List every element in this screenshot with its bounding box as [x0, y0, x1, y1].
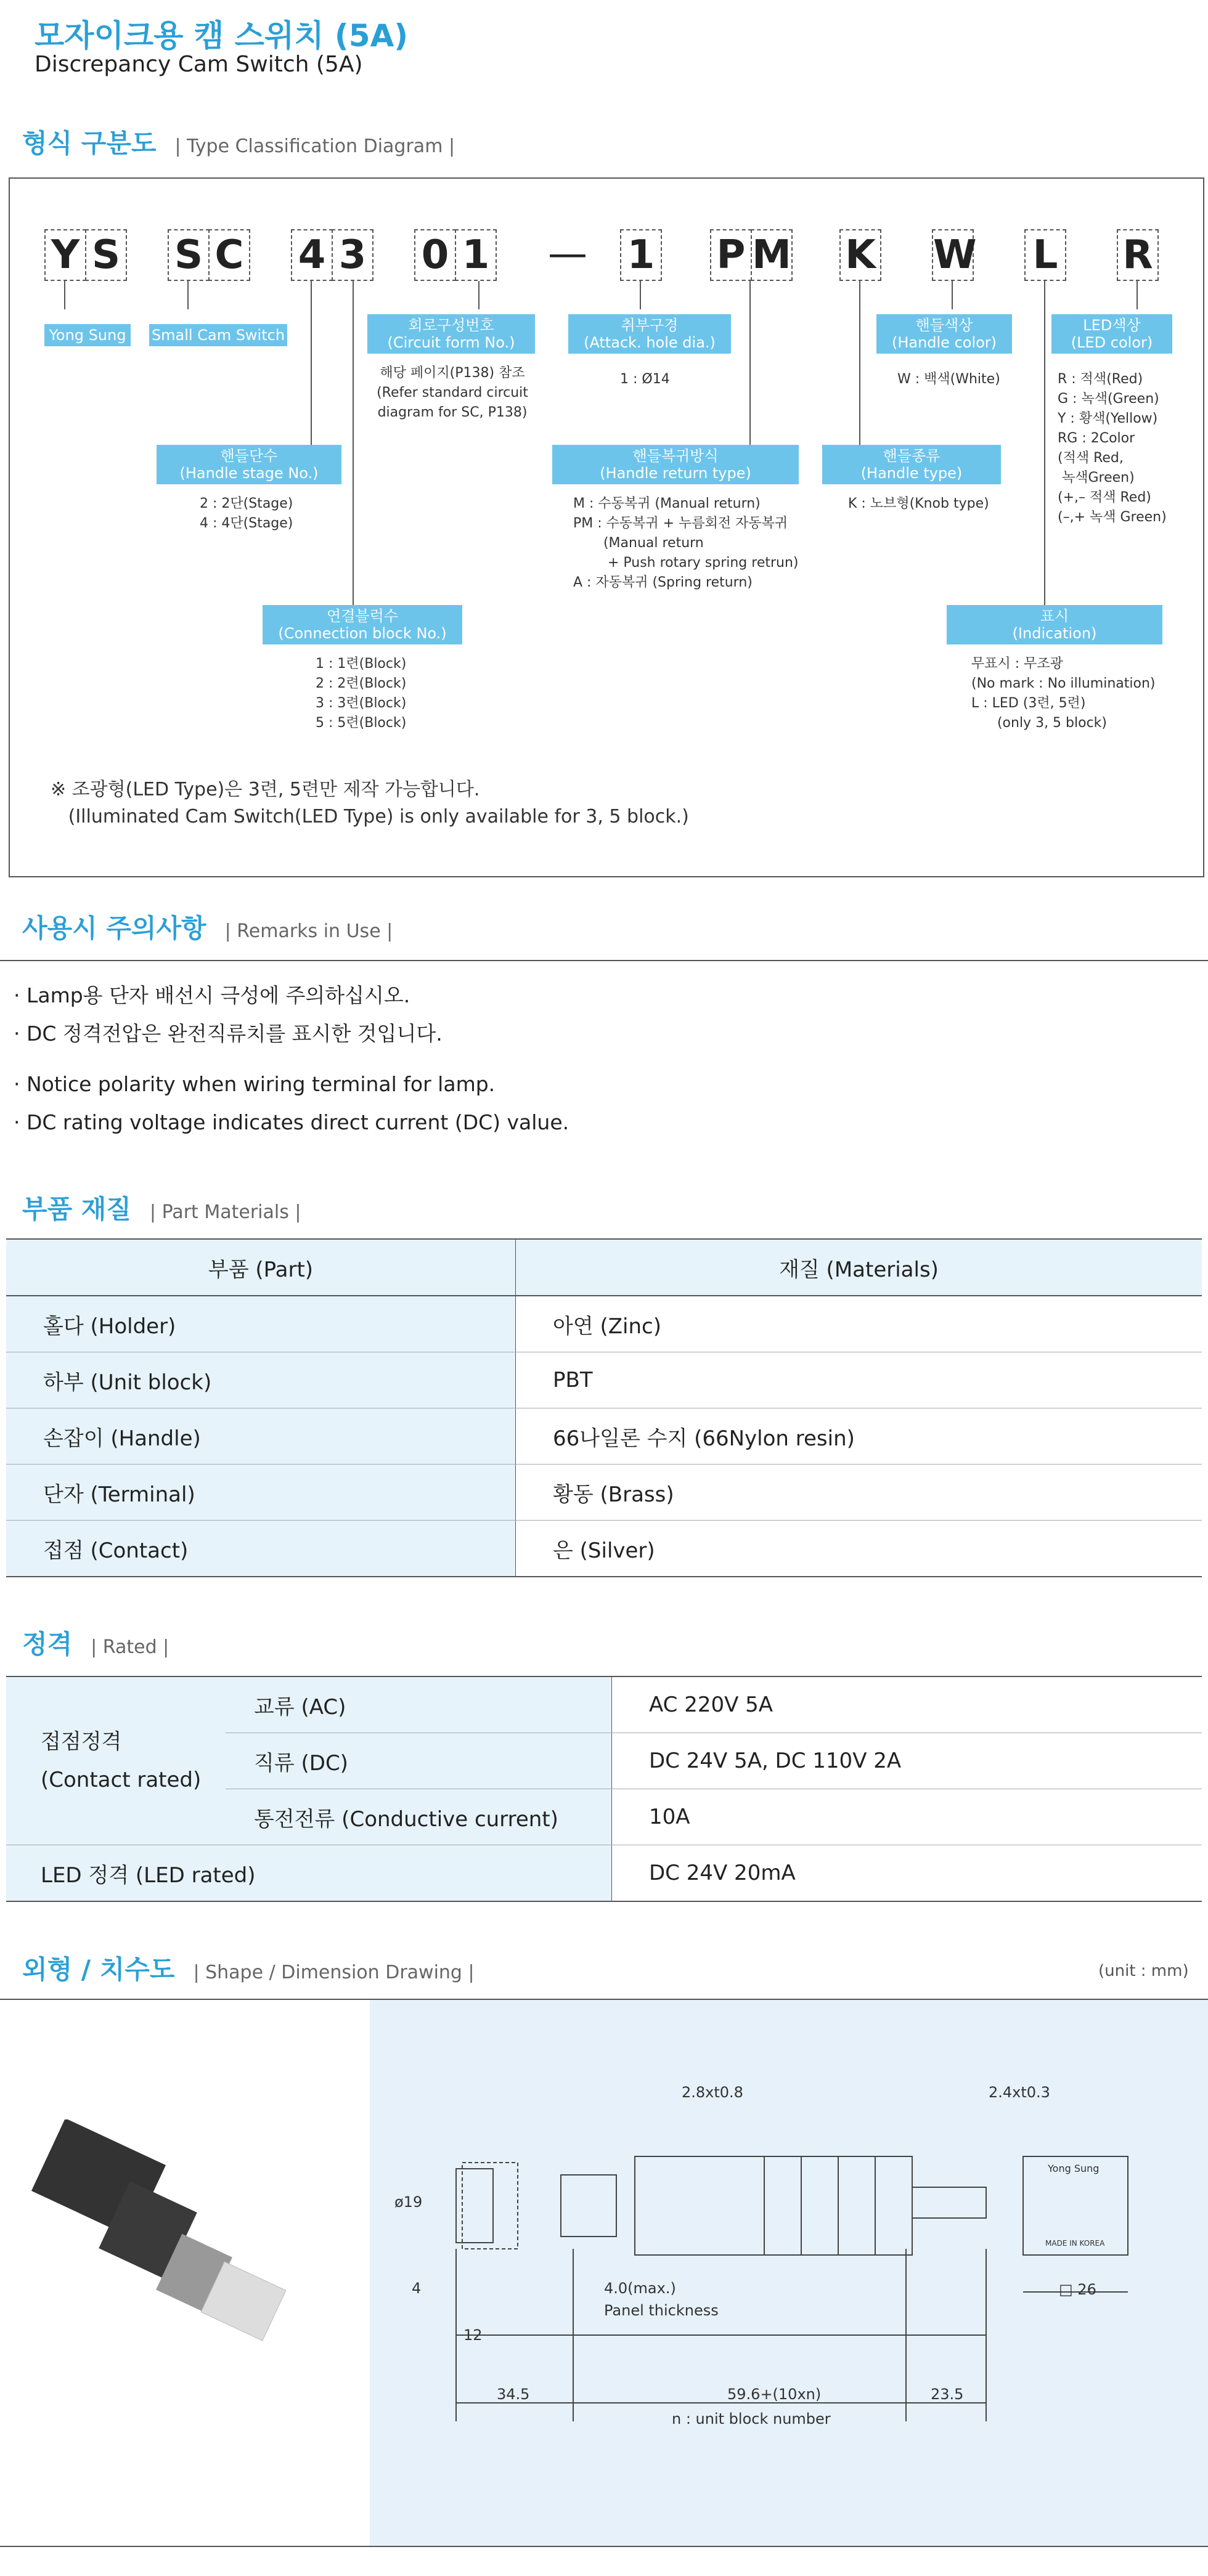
table-row: 접점 (Contact) 은 (Silver) — [6, 1521, 1202, 1577]
remark-item: · DC rating voltage indicates direct current (DC) value. — [14, 1110, 569, 1134]
dim-23-5: 23.5 — [931, 2386, 964, 2403]
page-title: 모자이크용 캠 스위치 (5A) — [35, 18, 409, 54]
materials-title: 부품 재질 | Part Materials | — [22, 1194, 301, 1224]
made-in-korea: MADE IN KOREA — [1045, 2239, 1105, 2248]
remark-item: · Lamp용 단자 배선시 극성에 주의하십시오. — [14, 983, 410, 1007]
table-row: 홀다 (Holder) 아연 (Zinc) — [6, 1296, 1202, 1352]
code-1: 1 — [620, 229, 661, 278]
label-circuit: 회로구성번호 (Circuit form No.) — [367, 314, 535, 354]
note-handlecolor: W : 백색(White) — [897, 372, 1000, 387]
code-w: W — [932, 229, 973, 278]
code-ys: Y S — [44, 229, 126, 278]
label-block: 연결블럭수 (Connection block No.) — [263, 605, 462, 644]
contact-rated-label: 접점정격 (Contact rated) — [6, 1676, 226, 1845]
dim-note: n : unit block number — [672, 2410, 831, 2428]
remarks-title: 사용시 주의사항 | Remarks in Use | — [22, 913, 393, 943]
dim-panel-max: 4.0(max.) — [604, 2280, 676, 2297]
dim-terminal-2: 2.4xt0.3 — [989, 2084, 1050, 2101]
code-43: 4 3 — [291, 229, 372, 278]
remark-item: · DC 정격전압은 완전직류치를 표시한 것입니다. — [14, 1022, 443, 1046]
label-yongsung: Yong Sung — [44, 324, 131, 346]
label-smallcam: Small Cam Switch — [149, 324, 287, 346]
code-pm: P M — [710, 229, 791, 278]
label-handletype: 핸들종류 (Handle type) — [822, 445, 1001, 484]
type-diagram-box — [9, 177, 1204, 877]
code-sc: S C — [168, 229, 249, 278]
label-handlecolor: 핸들색상 (Handle color) — [876, 314, 1012, 354]
note-stage: 2 : 2단(Stage) 4 : 4단(Stage) — [200, 496, 293, 531]
type-section-title: 형식 구분도 | Type Classification Diagram | — [22, 128, 455, 158]
rated-table — [6, 1676, 1202, 1902]
dim-panel-thickness: Panel thickness — [604, 2302, 719, 2319]
note-return: M : 수동복귀 (Manual return) PM : 수동복귀 + 누름회전 자동복귀 (Manual return + Push rotary spring retrun) A : 자동복귀 (Spring return) — [573, 496, 799, 590]
table-row: LED 정격 (LED rated) DC 24V 20mA — [6, 1845, 1202, 1902]
dim-26: □ 26 — [1059, 2281, 1096, 2298]
note-ledcolor: R : 적색(Red) G : 녹색(Green) Y : 황색(Yellow) RG : 2Color (적색 Red, 녹색Green) (+,– 적색 Red) (–,+ 녹색 Green) — [1058, 372, 1167, 525]
label-stage: 핸들단수 (Handle stage No.) — [157, 445, 341, 484]
code-l: L — [1024, 229, 1065, 278]
product-photo — [18, 2119, 314, 2378]
note-indication: 무표시 : 무조광 (No mark : No illumination) L : LED (3련, 5련) (only 3, 5 block) — [971, 656, 1156, 731]
note-block: 1 : 1련(Block) 2 : 2련(Block) 3 : 3련(Block) 5 : 5련(Block) — [316, 656, 407, 731]
table-row: 단자 (Terminal) 황동 (Brass) — [6, 1465, 1202, 1521]
type-footnote: ※ 조광형(LED Type)은 3련, 5련만 제작 가능합니다. (Illuminated Cam Switch(LED Type) is only available for 3, 5 block.) — [51, 779, 689, 827]
code-01: 0 1 — [414, 229, 496, 278]
note-circuit: 해당 페이지(P138) 참조 (Refer standard circuit diagram for SC, P138) — [377, 365, 528, 420]
label-indication: 표시 (Indication) — [947, 605, 1162, 644]
code-k: K — [839, 229, 880, 278]
rated-title: 정격 | Rated | — [22, 1629, 169, 1659]
table-row: 직류 (DC) DC 24V 5A, DC 110V 2A — [6, 1733, 1202, 1789]
dim-4: 4 — [412, 2280, 422, 2297]
dim-12: 12 — [463, 2326, 483, 2344]
materials-table — [6, 1238, 1202, 1577]
label-attach: 취부구경 (Attack. hole dia.) — [568, 314, 731, 354]
label-ledcolor: LED색상 (LED color) — [1051, 314, 1172, 354]
label-return: 핸들복귀방식 (Handle return type) — [552, 445, 799, 484]
page-subtitle: Discrepancy Cam Switch (5A) — [35, 52, 363, 77]
dim-dia: ø19 — [394, 2193, 423, 2211]
table-row: 하부 (Unit block) PBT — [6, 1352, 1202, 1408]
unit-label: (unit : mm) — [1098, 1962, 1189, 1980]
materials-col-material: 재질 (Materials) — [516, 1239, 1202, 1296]
dim-59-6: 59.6+(10xn) — [727, 2386, 822, 2403]
remark-item: · Notice polarity when wiring terminal for lamp. — [14, 1072, 496, 1096]
brand-mark: Yong Sung — [1048, 2163, 1100, 2174]
table-row: 접점정격 (Contact rated) 교류 (AC) AC 220V 5A — [6, 1676, 1202, 1733]
note-handletype: K : 노브형(Knob type) — [848, 496, 989, 511]
table-row: 손잡이 (Handle) 66나일론 수지 (66Nylon resin) — [6, 1408, 1202, 1465]
dim-34-5: 34.5 — [497, 2386, 530, 2403]
dim-terminal-1: 2.8xt0.8 — [682, 2084, 743, 2101]
code-dash: — — [548, 231, 587, 277]
code-r: R — [1117, 229, 1157, 278]
materials-col-part: 부품 (Part) — [6, 1239, 516, 1296]
dimension-drawing — [394, 2064, 1196, 2464]
note-attach: 1 : Ø14 — [620, 372, 670, 387]
table-row: 통전전류 (Conductive current) 10A — [6, 1789, 1202, 1845]
shape-title: 외형 / 치수도 | Shape / Dimension Drawing | — [22, 1954, 475, 1985]
